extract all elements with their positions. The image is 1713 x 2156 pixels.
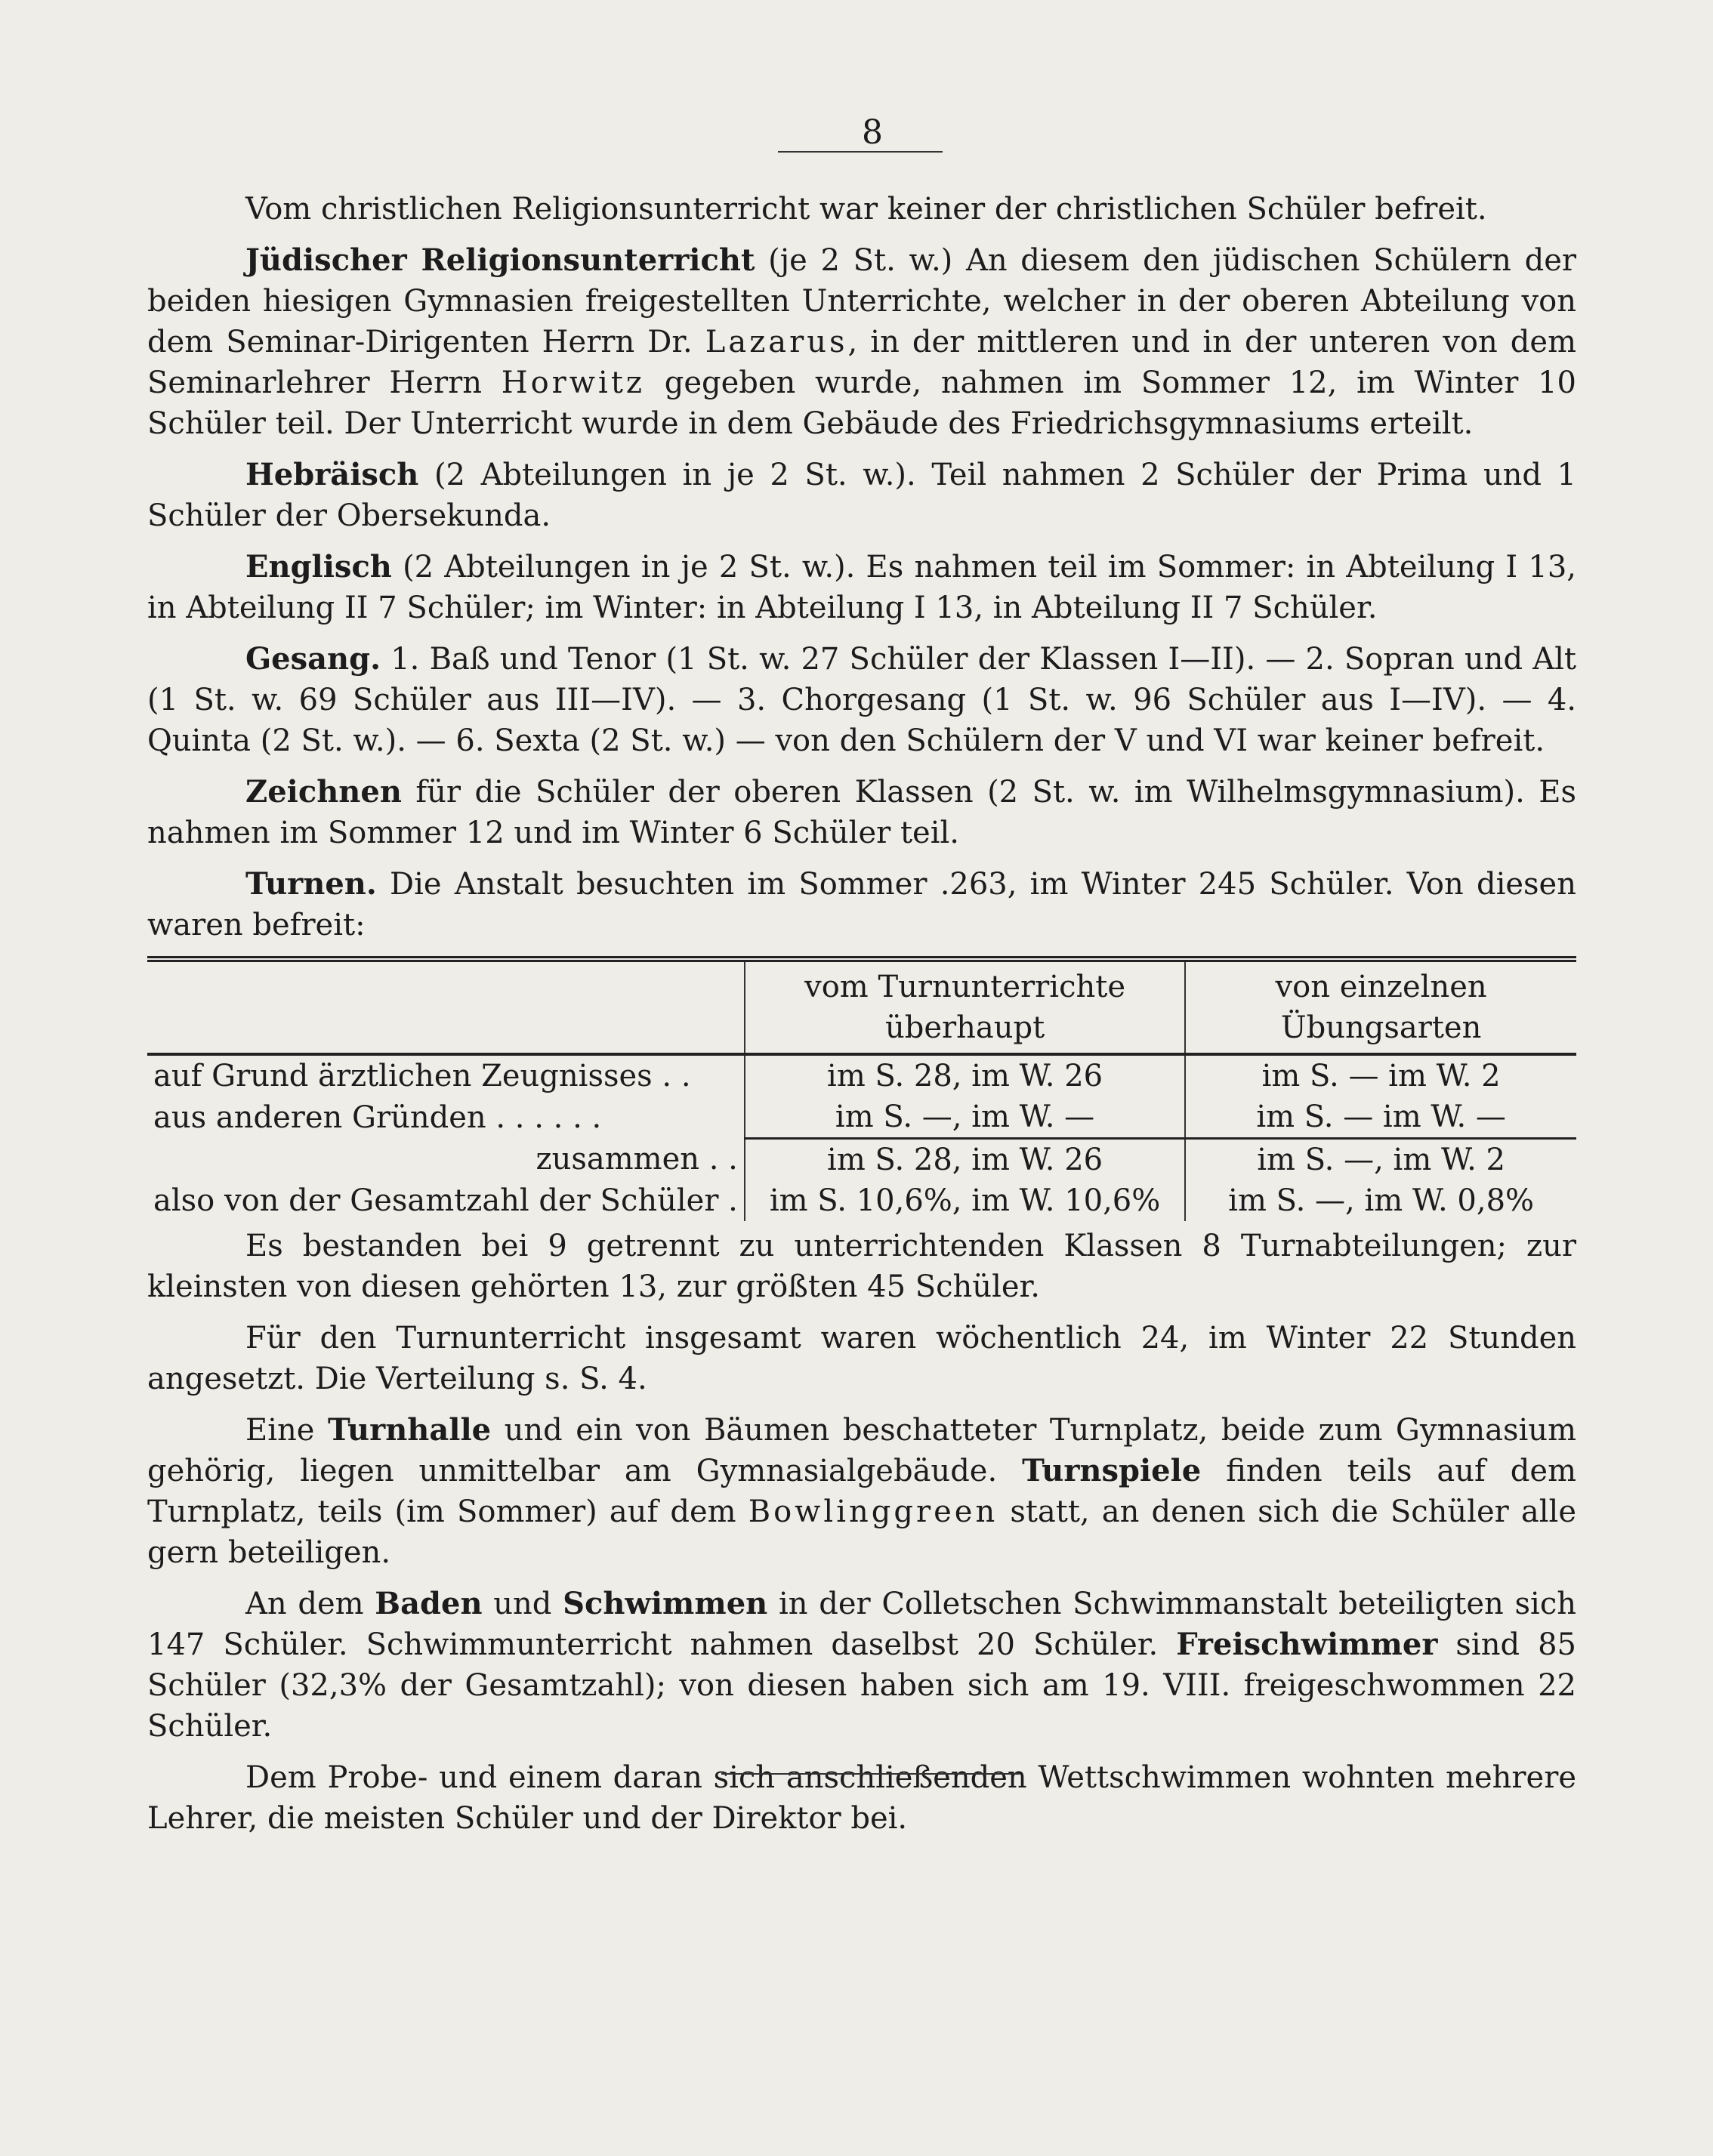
text-segment: sind 85 Schüler (32,3% der Gesamtzahl); von diesen haben sich am 19. VIII. freigeschwommen 22 Schüler. <box>147 1627 1577 1744</box>
paragraph-religion-jewish <box>147 240 1576 444</box>
text-segment: (je 2 St. w.) An diesem den jüdischen Schülern der beiden hiesigen Gymnasien freigestellten Unterrichte, welcher in der oberen Abteilung von dem Seminar-Dirigenten Herrn Dr. <box>147 243 1576 359</box>
paragraph-competition: Dem Probe- und einem daran sich anschließenden Wettschwimmen wohnten mehrere Lehrer, die meisten Schüler und der Direktor bei. <box>147 1760 1576 1836</box>
table-cell: aus anderen Gründen . . . . . . <box>153 1100 602 1135</box>
heading-gymnastics: Turnen. <box>245 866 377 902</box>
paragraph-divisions: Es bestanden bei 9 getrennt zu unterrichtenden Klassen 8 Turnabteilungen; zur kleinsten von diesen gehörten 13, zur größten 45 Schüler. <box>147 1229 1576 1304</box>
heading-gym-hall: Turnhalle <box>327 1412 492 1448</box>
table-cell: im S. 28, im W. 26 <box>745 1139 1185 1181</box>
paragraph-hebrew <box>147 455 1576 536</box>
table-cell: im S. — im W. — <box>1185 1097 1576 1139</box>
table-row <box>147 1097 1576 1139</box>
text-segment: und <box>482 1587 563 1621</box>
table-cell: im S. —, im W. 0,8% <box>1185 1180 1576 1221</box>
name-lazarus: Lazarus <box>705 325 848 359</box>
table-cell: auf Grund ärztlichen Zeugnisses . . <box>153 1059 691 1093</box>
table-sum-row <box>147 1139 1576 1181</box>
name-horwitz: Horwitz <box>501 366 645 400</box>
text-segment: 1. Baß und Tenor (1 St. w. 27 Schüler der Klassen I—II). — 2. Sopran und Alt (1 St. w. 69 Schüler aus III—IV). — 3. Chorgesang (1 St. w. 96 Schüler aus I—IV). — 4. Quinta (2 St. w.). — 6. Sexta (2 St. w.) — von den Schülern der V und VI war keiner befreit. <box>147 642 1576 758</box>
paragraph-gymnastics <box>147 864 1576 945</box>
page-number-rule <box>778 151 943 153</box>
end-rule <box>721 1773 1020 1775</box>
paragraph-gym-hall <box>147 1410 1576 1573</box>
heading-english: Englisch <box>245 549 392 584</box>
heading-free-swimmers: Freischwimmer <box>1176 1627 1438 1662</box>
table-header-cell <box>147 959 745 1054</box>
table-percent-row <box>147 1180 1576 1221</box>
heading-jewish-religion: Jüdischer Religionsunterricht <box>245 242 755 278</box>
page-content <box>147 189 1576 1849</box>
text-segment: für die Schüler der oberen Klassen (2 St. w. im Wilhelmsgymnasium). Es nahmen im Sommer 12 und im Winter 6 Schüler teil. <box>147 775 1576 850</box>
text-segment: finden teils auf dem Turnplatz, teils (im Sommer) auf dem <box>147 1454 1576 1529</box>
paragraph-singing <box>147 639 1576 761</box>
table-header-row <box>147 959 1576 1054</box>
text-segment: Eine <box>245 1413 328 1448</box>
paragraph-religion-christian: Vom christlichen Religionsunterricht war keiner der christlichen Schüler befreit. <box>245 192 1487 227</box>
text-segment: gegeben wurde, nahmen im Sommer 12, im Winter 10 Schüler teil. Der Unterricht wurde in dem Gebäude des Friedrichsgymnasiums erteilt. <box>147 366 1577 441</box>
heading-drawing: Zeichnen <box>245 774 402 810</box>
table-cell: im S. 10,6%, im W. 10,6% <box>745 1180 1185 1221</box>
text-segment: in der Colletschen Schwimmanstalt beteiligten sich 147 Schüler. Schwimmunterricht nahmen daselbst 20 Schüler. <box>147 1587 1576 1662</box>
text-segment: statt, an denen sich die Schüler alle gern beteiligen. <box>147 1494 1576 1570</box>
text-segment: (2 Abteilungen in je 2 St. w.). Teil nahmen 2 Schüler der Prima und 1 Schüler der Obersekunda. <box>147 458 1576 533</box>
paragraph-english <box>147 547 1576 628</box>
text-segment: Die Anstalt besuchten im Sommer .263, im Winter 245 Schüler. Von diesen waren befreit: <box>147 867 1576 942</box>
text-segment: und ein von Bäumen beschatteter Turnplatz, beide zum Gymnasium gehörig, liegen unmittelbar am Gymnasialgebäude. <box>147 1413 1577 1488</box>
table-cell: im S. 28, im W. 26 <box>745 1054 1185 1097</box>
table-cell: zusammen . . <box>536 1142 738 1177</box>
heading-gym-games: Turnspiele <box>1022 1453 1202 1488</box>
heading-hebrew: Hebräisch <box>245 457 419 492</box>
name-bowlinggreen: Bowlinggreen <box>748 1494 998 1529</box>
table-row <box>147 1054 1576 1097</box>
paragraph-swimming <box>147 1584 1576 1747</box>
text-segment: An dem <box>245 1587 375 1621</box>
text-segment: , in der mittleren und in der unteren von dem Seminarlehrer Herrn <box>147 325 1576 400</box>
paragraph-drawing <box>147 772 1576 853</box>
page-number: 8 <box>862 113 883 152</box>
exemption-table <box>147 956 1576 1221</box>
heading-bathing: Baden <box>375 1586 483 1621</box>
heading-singing: Gesang. <box>245 641 381 677</box>
paragraph-hours: Für den Turnunterricht insgesamt waren wöchentlich 24, im Winter 22 Stunden angesetzt. Die Verteilung s. S. 4. <box>147 1321 1576 1396</box>
table-cell: im S. — im W. 2 <box>1185 1054 1576 1097</box>
heading-swimming: Schwimmen <box>563 1586 768 1621</box>
table-cell: im S. —, im W. 2 <box>1185 1139 1576 1181</box>
table-header-cell: vom Turnunterrichte überhaupt <box>745 959 1185 1054</box>
table-header-cell: von einzelnen Übungsarten <box>1185 959 1576 1054</box>
text-segment: (2 Abteilungen in je 2 St. w.). Es nahmen teil im Sommer: in Abteilung I 13, in Abteilung II 7 Schüler; im Winter: in Abteilung I 13, in Abteilung II 7 Schüler. <box>147 550 1576 625</box>
table-cell: also von der Gesamtzahl der Schüler . <box>153 1183 738 1218</box>
table-cell: im S. —, im W. — <box>745 1097 1185 1139</box>
